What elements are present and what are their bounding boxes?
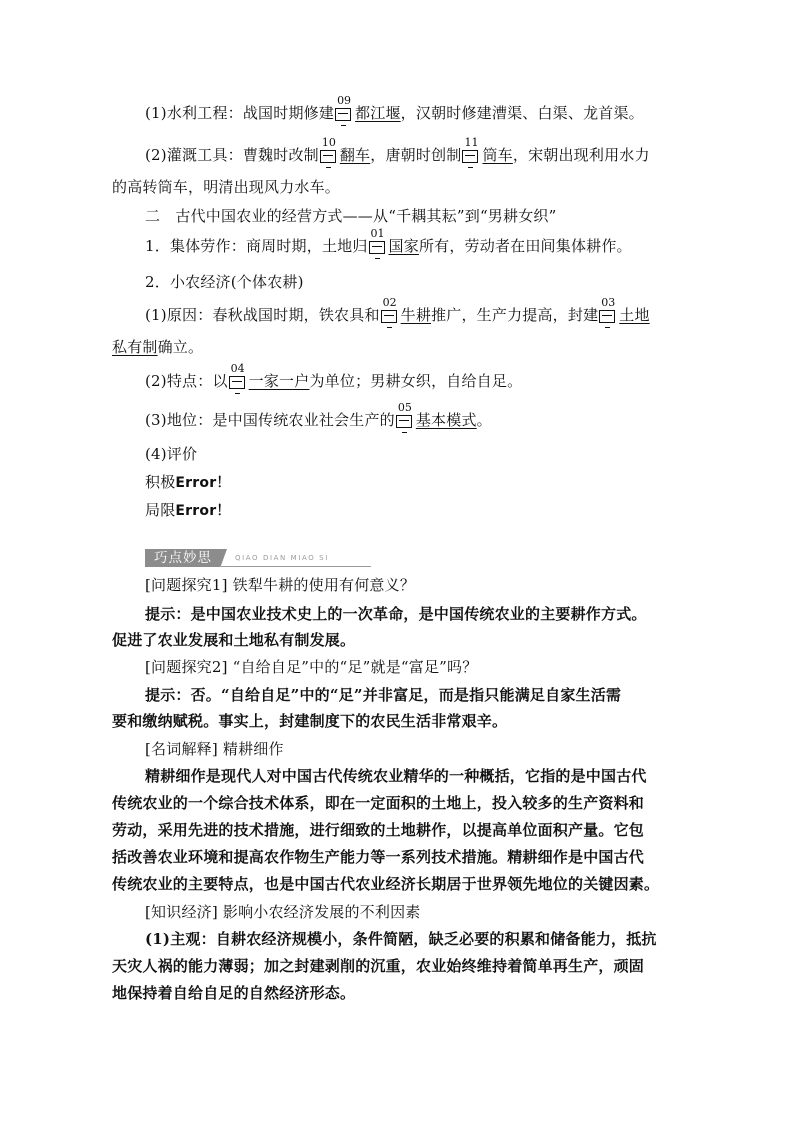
answer-text: 牛耕 xyxy=(400,306,432,324)
water-project-line xyxy=(145,94,644,123)
text: 确立。 xyxy=(157,338,204,356)
banner-subtitle: QIAO DIAN MIAO SI xyxy=(235,554,329,562)
blank-number: 09 xyxy=(337,94,352,107)
answer-2-line-2: 要和缴纳赋税。事实上，封建制度下的农民生活非常艰辛。 xyxy=(112,712,508,730)
text: (1)原因：春秋战国时期，铁农具和 xyxy=(145,306,380,324)
answer-blank xyxy=(381,296,399,323)
banner-title: 巧点妙思 xyxy=(154,550,212,566)
cause-line xyxy=(145,296,650,325)
text: 。 xyxy=(476,411,492,429)
blank-mark xyxy=(235,391,240,394)
blank-box xyxy=(229,376,245,389)
knowledge-line-1: (1)主观：自耕农经济规模小，条件简陋，缺乏必要的积累和储备能力，抵抗 xyxy=(145,930,657,948)
text: 所有，劳动者在田间集体耕作。 xyxy=(418,237,632,255)
text: ，汉朝时修建漕渠、白渠、龙首渠。 xyxy=(400,104,644,122)
blank-number: 05 xyxy=(397,401,412,414)
blank-mark xyxy=(326,165,331,168)
blank-mark xyxy=(375,256,380,259)
term-line-4: 括改善农业环境和提高农作物生产能力等一系列技术措施。精耕细作是中国古代 xyxy=(112,848,645,866)
term-line-3: 劳动，采用先进的技术措施，进行细致的土地耕作，以提高单位面积产量。它包 xyxy=(112,821,645,839)
blank-number: 03 xyxy=(601,296,616,309)
term-heading: [名词解释] 精耕细作 xyxy=(145,740,284,758)
blank-mark xyxy=(387,325,392,328)
answer-text: 一家一户 xyxy=(248,372,310,390)
text: 为单位；男耕女织，自给自足。 xyxy=(309,372,523,390)
knowledge-heading: [知识经济] 影响小农经济发展的不利因素 xyxy=(145,903,421,921)
answer-text: 翻车 xyxy=(339,146,371,164)
term-line-5: 传统农业的主要特点，也是中国古代农业经济长期居于世界领先地位的关键因素。 xyxy=(112,875,660,893)
irrigation-tools-line-2: 的高转筒车，明清出现风力水车。 xyxy=(112,178,341,196)
status-line xyxy=(145,401,492,430)
blank-box xyxy=(396,415,412,428)
evaluation-negative xyxy=(145,500,231,521)
answer-1-line-2: 促进了农业发展和土地私有制发展。 xyxy=(112,631,356,649)
blank-box xyxy=(462,150,478,163)
cause-line-2 xyxy=(112,337,203,357)
answer-blank xyxy=(320,136,338,163)
text: 积极 xyxy=(145,473,176,491)
blank-box xyxy=(381,310,397,323)
answer-text: 筒车 xyxy=(482,146,513,164)
section-banner xyxy=(145,549,371,569)
evaluation-heading: (4)评价 xyxy=(145,445,198,463)
blank-box xyxy=(335,108,351,121)
text: ，宋朝出现利用水力 xyxy=(512,146,650,164)
answer-text: 国家 xyxy=(388,237,419,255)
text: 1．集体劳作：商周时期，土地归 xyxy=(145,237,368,255)
knowledge-line-3: 地保持着自给自足的自然经济形态。 xyxy=(112,984,356,1002)
text: (2)特点：以 xyxy=(145,372,228,390)
answer-text: 私有制 xyxy=(112,338,158,356)
blank-box xyxy=(599,310,615,323)
answer-blank xyxy=(229,362,247,389)
blank-mark xyxy=(605,325,610,328)
answer-text: 都江堰 xyxy=(355,104,401,122)
text: (2)灌溉工具：曹魏时改制 xyxy=(145,146,319,164)
text: (3)地位：是中国传统农业社会生产的 xyxy=(145,411,395,429)
evaluation-positive xyxy=(145,472,231,493)
small-peasant-economy-heading: 2．小农经济(个体农耕) xyxy=(145,273,304,291)
answer-2-line-1: 提示：否。“自给自足”中的“足”并非富足，而是指只能满足自家生活需 xyxy=(145,686,622,704)
feature-line xyxy=(145,362,523,391)
term-line-2: 传统农业的一个综合技术体系，即在一定面积的土地上，投入较多的生产资料和 xyxy=(112,794,645,812)
question-1: [问题探究1] 铁犁牛耕的使用有何意义？ xyxy=(145,576,416,594)
text: ，唐朝时创制 xyxy=(370,146,462,164)
question-2: [问题探究2] “自给自足”中的“足”就是“富足”吗？ xyxy=(145,658,478,676)
blank-mark xyxy=(402,430,407,433)
answer-blank xyxy=(369,227,387,254)
section-heading: 二 古代中国农业的经营方式——从“千耦其耘”到“男耕女织” xyxy=(145,207,557,225)
banner-rule xyxy=(221,566,371,567)
answer-blank xyxy=(462,136,480,163)
blank-number: 11 xyxy=(464,136,479,149)
blank-number: 01 xyxy=(370,227,385,240)
knowledge-line-2: 天灾人祸的能力薄弱；加之封建剥削的沉重，农业始终维持着简单再生产，顽固 xyxy=(112,957,645,975)
answer-blank xyxy=(335,94,353,121)
text: 推广，生产力提高，封建 xyxy=(431,306,599,324)
answer-1-line-1: 提示：是中国农业技术史上的一次革命，是中国传统农业的主要耕作方式。 xyxy=(145,605,647,623)
blank-box xyxy=(369,241,385,254)
irrigation-tools-line xyxy=(145,136,650,165)
text: (1)水利工程：战国时期修建 xyxy=(145,104,335,122)
blank-number: 04 xyxy=(230,362,245,375)
term-line-1: 精耕细作是现代人对中国古代传统农业精华的一种概括，它指的是中国古代 xyxy=(145,767,647,785)
answer-blank xyxy=(599,296,617,323)
blank-box xyxy=(320,150,336,163)
answer-text: 基本模式 xyxy=(415,411,477,429)
blank-number: 02 xyxy=(382,296,397,309)
error-text: Error！ xyxy=(175,503,231,519)
error-text: Error！ xyxy=(175,475,231,491)
answer-blank xyxy=(396,401,414,428)
answer-text: 土地 xyxy=(619,306,650,324)
blank-mark xyxy=(468,165,473,168)
blank-number: 10 xyxy=(321,136,336,149)
collective-labor-line xyxy=(145,227,632,256)
blank-mark xyxy=(341,123,346,126)
text: 局限 xyxy=(145,501,176,519)
